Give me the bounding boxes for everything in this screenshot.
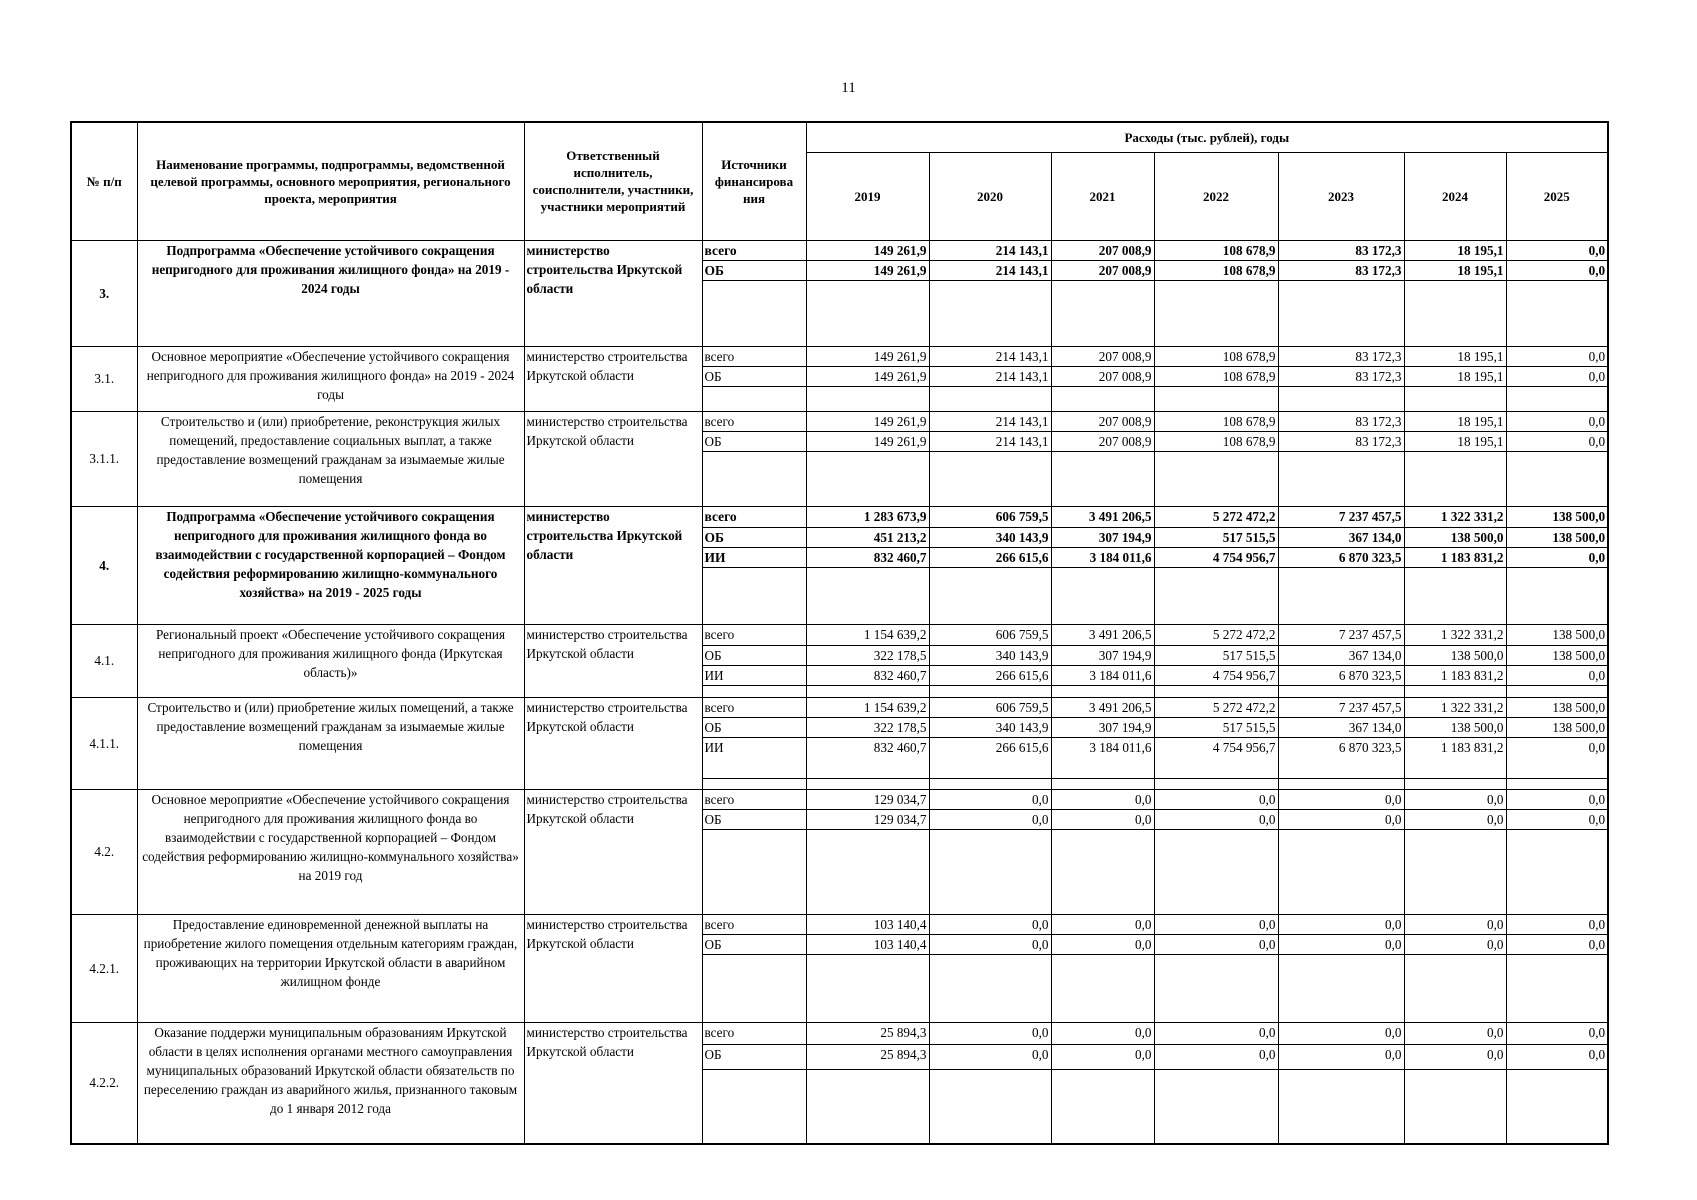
expense-value: 0,0 [1404, 1022, 1506, 1044]
empty-cell [1506, 685, 1608, 697]
expense-value: 214 143,1 [929, 240, 1051, 260]
row-responsible: министерство строительства Иркутской области [524, 240, 702, 346]
header-year: 2022 [1154, 152, 1278, 240]
expense-value: 207 008,9 [1051, 240, 1154, 260]
expense-value: 214 143,1 [929, 346, 1051, 366]
expense-value: 18 195,1 [1404, 346, 1506, 366]
expense-value: 138 500,0 [1506, 624, 1608, 645]
funding-source: ОБ [702, 1044, 806, 1069]
funding-source: ОБ [702, 934, 806, 954]
expense-value: 0,0 [1051, 914, 1154, 934]
funding-source: ИИ [702, 737, 806, 778]
empty-cell [929, 280, 1051, 346]
funding-source: ОБ [702, 366, 806, 386]
empty-cell [1506, 280, 1608, 346]
expense-value: 0,0 [1154, 914, 1278, 934]
empty-cell [1278, 778, 1404, 789]
empty-cell [1278, 1069, 1404, 1144]
expense-value: 0,0 [1404, 914, 1506, 934]
header-source: Источники финансирова ния [702, 122, 806, 240]
table-row [71, 624, 1608, 645]
funding-source: всего [702, 240, 806, 260]
funding-source: ОБ [702, 527, 806, 547]
row-number: 4.1.1. [71, 697, 137, 789]
expense-value: 4 754 956,7 [1154, 737, 1278, 778]
header-expenses: Расходы (тыс. рублей), годы [806, 122, 1608, 152]
row-responsible: министерство строительства Иркутской области [524, 411, 702, 506]
expense-value: 138 500,0 [1404, 645, 1506, 665]
row-name: Подпрограмма «Обеспечение устойчивого сокращения непригодного для проживания жилищного фонда во взаимодействии с государственной корпорацией – Фондом содействия реформированию жилищно-коммунального хозяйства» на 2019 - 2025 годы [137, 506, 524, 624]
expense-value: 108 678,9 [1154, 260, 1278, 280]
empty-cell [1154, 778, 1278, 789]
empty-cell [702, 954, 806, 1022]
expense-value: 149 261,9 [806, 240, 929, 260]
expense-value: 0,0 [1051, 934, 1154, 954]
row-number: 4.2. [71, 789, 137, 914]
row-responsible: министерство строительства Иркутской области [524, 1022, 702, 1144]
empty-cell [1278, 567, 1404, 624]
empty-cell [1154, 280, 1278, 346]
expense-value: 1 322 331,2 [1404, 624, 1506, 645]
empty-cell [806, 386, 929, 411]
expense-value: 606 759,5 [929, 624, 1051, 645]
empty-cell [1404, 685, 1506, 697]
table-header [71, 122, 1608, 240]
expense-value: 25 894,3 [806, 1022, 929, 1044]
expense-value: 0,0 [929, 914, 1051, 934]
empty-cell [1278, 386, 1404, 411]
row-number: 3. [71, 240, 137, 346]
empty-cell [1051, 954, 1154, 1022]
expense-value: 138 500,0 [1506, 527, 1608, 547]
empty-cell [1051, 451, 1154, 506]
expense-value: 307 194,9 [1051, 527, 1154, 547]
expense-value: 149 261,9 [806, 366, 929, 386]
expense-value: 214 143,1 [929, 260, 1051, 280]
expense-value: 832 460,7 [806, 665, 929, 685]
expense-value: 1 183 831,2 [1404, 737, 1506, 778]
empty-cell [806, 451, 929, 506]
empty-cell [1404, 829, 1506, 914]
expense-value: 832 460,7 [806, 547, 929, 567]
empty-cell [1404, 954, 1506, 1022]
expense-value: 138 500,0 [1506, 645, 1608, 665]
expense-value: 149 261,9 [806, 346, 929, 366]
expense-value: 0,0 [1278, 1044, 1404, 1069]
expense-value: 266 615,6 [929, 665, 1051, 685]
empty-cell [929, 567, 1051, 624]
expense-value: 0,0 [1506, 366, 1608, 386]
expense-value: 0,0 [929, 1022, 1051, 1044]
table-row [71, 697, 1608, 717]
row-number: 4.2.1. [71, 914, 137, 1022]
row-responsible: министерство строительства Иркутской области [524, 914, 702, 1022]
expense-value: 3 491 206,5 [1051, 624, 1154, 645]
expense-value: 214 143,1 [929, 411, 1051, 431]
empty-cell [1404, 280, 1506, 346]
empty-cell [702, 685, 806, 697]
empty-cell [1051, 280, 1154, 346]
empty-cell [1154, 829, 1278, 914]
funding-source: ОБ [702, 260, 806, 280]
expense-value: 0,0 [1506, 665, 1608, 685]
funding-source: ОБ [702, 809, 806, 829]
expense-value: 6 870 323,5 [1278, 547, 1404, 567]
row-name: Оказание поддержи муниципальным образованиям Иркутской области в целях исполнения органами местного самоуправления муниципальных образований Иркутской области обязательств по переселению граждан из аварийного жилья, признанного таковым до 1 января 2012 года [137, 1022, 524, 1144]
budget-table [70, 121, 1609, 1145]
page-number: 11 [841, 80, 856, 96]
expense-value: 138 500,0 [1506, 717, 1608, 737]
expense-value: 138 500,0 [1404, 717, 1506, 737]
funding-source: ИИ [702, 547, 806, 567]
empty-cell [929, 1069, 1051, 1144]
empty-cell [929, 778, 1051, 789]
expense-value: 1 322 331,2 [1404, 506, 1506, 527]
expense-value: 367 134,0 [1278, 645, 1404, 665]
table-row [71, 914, 1608, 934]
expense-value: 207 008,9 [1051, 431, 1154, 451]
empty-cell [1051, 829, 1154, 914]
expense-value: 517 515,5 [1154, 527, 1278, 547]
row-number: 4.2.2. [71, 1022, 137, 1144]
expense-value: 0,0 [1154, 1022, 1278, 1044]
row-name: Предоставление единовременной денежной выплаты на приобретение жилого помещения отдельным категориям граждан, проживающих на территории Иркутской области в аварийном жилищном фонде [137, 914, 524, 1022]
expense-value: 0,0 [1404, 809, 1506, 829]
empty-cell [1506, 451, 1608, 506]
expense-value: 0,0 [1154, 1044, 1278, 1069]
empty-cell [702, 280, 806, 346]
empty-cell [806, 567, 929, 624]
expense-value: 0,0 [1404, 789, 1506, 809]
funding-source: всего [702, 506, 806, 527]
expense-value: 340 143,9 [929, 717, 1051, 737]
empty-cell [1154, 954, 1278, 1022]
empty-cell [1154, 567, 1278, 624]
expense-value: 18 195,1 [1404, 366, 1506, 386]
expense-value: 0,0 [929, 934, 1051, 954]
header-year: 2020 [929, 152, 1051, 240]
expense-value: 18 195,1 [1404, 431, 1506, 451]
expense-value: 340 143,9 [929, 645, 1051, 665]
row-number: 4.1. [71, 624, 137, 697]
expense-value: 0,0 [1506, 431, 1608, 451]
row-number: 3.1. [71, 346, 137, 411]
expense-value: 307 194,9 [1051, 645, 1154, 665]
expense-value: 214 143,1 [929, 431, 1051, 451]
funding-source: всего [702, 346, 806, 366]
expense-value: 0,0 [929, 789, 1051, 809]
row-name: Строительство и (или) приобретение, реконструкция жилых помещений, предоставление социальных выплат, а также предоставление возмещений гражданам за изымаемые жилые помещения [137, 411, 524, 506]
header-year: 2021 [1051, 152, 1154, 240]
empty-cell [702, 451, 806, 506]
expense-value: 108 678,9 [1154, 346, 1278, 366]
expense-value: 517 515,5 [1154, 717, 1278, 737]
expense-value: 0,0 [1154, 789, 1278, 809]
expense-value: 138 500,0 [1506, 506, 1608, 527]
expense-value: 0,0 [1506, 934, 1608, 954]
expense-value: 4 754 956,7 [1154, 665, 1278, 685]
expense-value: 5 272 472,2 [1154, 624, 1278, 645]
expense-value: 0,0 [929, 809, 1051, 829]
expense-value: 0,0 [1506, 789, 1608, 809]
expense-value: 83 172,3 [1278, 240, 1404, 260]
header-year: 2023 [1278, 152, 1404, 240]
expense-value: 0,0 [1051, 1044, 1154, 1069]
expense-value: 108 678,9 [1154, 240, 1278, 260]
expense-value: 3 184 011,6 [1051, 547, 1154, 567]
empty-cell [929, 685, 1051, 697]
expense-value: 0,0 [1506, 809, 1608, 829]
expense-value: 83 172,3 [1278, 260, 1404, 280]
row-responsible: министерство строительства Иркутской области [524, 506, 702, 624]
expense-value: 103 140,4 [806, 934, 929, 954]
expense-value: 0,0 [1506, 411, 1608, 431]
expense-value: 0,0 [929, 1044, 1051, 1069]
row-responsible: министерство строительства Иркутской области [524, 624, 702, 697]
expense-value: 103 140,4 [806, 914, 929, 934]
header-year: 2024 [1404, 152, 1506, 240]
funding-source: всего [702, 697, 806, 717]
expense-value: 1 283 673,9 [806, 506, 929, 527]
table-row [71, 789, 1608, 809]
row-responsible: министерство строительства Иркутской области [524, 789, 702, 914]
empty-cell [1506, 829, 1608, 914]
expense-value: 0,0 [1506, 1022, 1608, 1044]
funding-source: ОБ [702, 645, 806, 665]
empty-cell [929, 954, 1051, 1022]
header-num: № п/п [71, 122, 137, 240]
empty-cell [929, 829, 1051, 914]
expense-value: 5 272 472,2 [1154, 697, 1278, 717]
empty-cell [1051, 685, 1154, 697]
empty-cell [806, 1069, 929, 1144]
empty-cell [702, 778, 806, 789]
expense-value: 7 237 457,5 [1278, 624, 1404, 645]
expense-value: 25 894,3 [806, 1044, 929, 1069]
expense-value: 5 272 472,2 [1154, 506, 1278, 527]
expense-value: 108 678,9 [1154, 411, 1278, 431]
expense-value: 367 134,0 [1278, 527, 1404, 547]
expense-value: 1 154 639,2 [806, 697, 929, 717]
empty-cell [1278, 280, 1404, 346]
expense-value: 3 184 011,6 [1051, 665, 1154, 685]
header-responsible: Ответственный исполнитель, соисполнители, участники, участники мероприятий [524, 122, 702, 240]
empty-cell [806, 778, 929, 789]
empty-cell [806, 954, 929, 1022]
empty-cell [1404, 451, 1506, 506]
expense-value: 3 184 011,6 [1051, 737, 1154, 778]
empty-cell [1051, 386, 1154, 411]
expense-value: 207 008,9 [1051, 260, 1154, 280]
table-row [71, 411, 1608, 431]
expense-value: 0,0 [1278, 934, 1404, 954]
expense-value: 138 500,0 [1404, 527, 1506, 547]
funding-source: всего [702, 624, 806, 645]
empty-cell [1051, 1069, 1154, 1144]
expense-value: 18 195,1 [1404, 411, 1506, 431]
expense-value: 517 515,5 [1154, 645, 1278, 665]
empty-cell [1278, 451, 1404, 506]
expense-value: 83 172,3 [1278, 366, 1404, 386]
empty-cell [702, 386, 806, 411]
empty-cell [1506, 567, 1608, 624]
expense-value: 0,0 [1278, 1022, 1404, 1044]
expense-value: 0,0 [1278, 809, 1404, 829]
empty-cell [702, 567, 806, 624]
expense-value: 18 195,1 [1404, 240, 1506, 260]
expense-value: 149 261,9 [806, 260, 929, 280]
expense-value: 18 195,1 [1404, 260, 1506, 280]
expense-value: 3 491 206,5 [1051, 697, 1154, 717]
table-row [71, 240, 1608, 260]
table-row [71, 506, 1608, 527]
empty-cell [1154, 451, 1278, 506]
funding-source: ОБ [702, 717, 806, 737]
row-responsible: министерство строительства Иркутской области [524, 697, 702, 789]
row-responsible: министерство строительства Иркутской области [524, 346, 702, 411]
expense-value: 83 172,3 [1278, 411, 1404, 431]
expense-value: 606 759,5 [929, 697, 1051, 717]
expense-value: 6 870 323,5 [1278, 737, 1404, 778]
expense-value: 322 178,5 [806, 645, 929, 665]
expense-value: 0,0 [1154, 809, 1278, 829]
empty-cell [1154, 1069, 1278, 1144]
expense-value: 1 154 639,2 [806, 624, 929, 645]
expense-value: 0,0 [1154, 934, 1278, 954]
expense-value: 451 213,2 [806, 527, 929, 547]
expense-value: 1 183 831,2 [1404, 547, 1506, 567]
expense-value: 83 172,3 [1278, 431, 1404, 451]
empty-cell [929, 386, 1051, 411]
expense-value: 0,0 [1506, 737, 1608, 778]
empty-cell [1506, 954, 1608, 1022]
expense-value: 138 500,0 [1506, 697, 1608, 717]
expense-value: 0,0 [1506, 914, 1608, 934]
empty-cell [1506, 386, 1608, 411]
empty-cell [1051, 778, 1154, 789]
empty-cell [1506, 1069, 1608, 1144]
empty-cell [1278, 685, 1404, 697]
funding-source: всего [702, 914, 806, 934]
expense-value: 7 237 457,5 [1278, 697, 1404, 717]
empty-cell [1154, 685, 1278, 697]
header-year: 2019 [806, 152, 929, 240]
expense-value: 129 034,7 [806, 809, 929, 829]
expense-value: 0,0 [1506, 260, 1608, 280]
header-year: 2025 [1506, 152, 1608, 240]
expense-value: 832 460,7 [806, 737, 929, 778]
row-number: 3.1.1. [71, 411, 137, 506]
expense-value: 0,0 [1051, 1022, 1154, 1044]
empty-cell [1404, 567, 1506, 624]
table-row [71, 1022, 1608, 1044]
empty-cell [1404, 386, 1506, 411]
expense-value: 214 143,1 [929, 366, 1051, 386]
header-name: Наименование программы, подпрограммы, ведомственной целевой программы, основного мероприятия, регионального проекта, мероприятия [137, 122, 524, 240]
expense-value: 0,0 [1506, 346, 1608, 366]
expense-value: 207 008,9 [1051, 366, 1154, 386]
empty-cell [1051, 567, 1154, 624]
empty-cell [1506, 778, 1608, 789]
empty-cell [1404, 1069, 1506, 1144]
expense-value: 3 491 206,5 [1051, 506, 1154, 527]
expense-value: 606 759,5 [929, 506, 1051, 527]
table-row [71, 346, 1608, 366]
row-name: Основное мероприятие «Обеспечение устойчивого сокращения непригодного для проживания жилищного фонда» на 2019 - 2024 годы [137, 346, 524, 411]
expense-value: 207 008,9 [1051, 346, 1154, 366]
expense-value: 129 034,7 [806, 789, 929, 809]
expense-value: 6 870 323,5 [1278, 665, 1404, 685]
empty-cell [806, 829, 929, 914]
expense-value: 266 615,6 [929, 547, 1051, 567]
expense-value: 1 322 331,2 [1404, 697, 1506, 717]
expense-value: 108 678,9 [1154, 431, 1278, 451]
funding-source: ОБ [702, 431, 806, 451]
expense-value: 0,0 [1404, 1044, 1506, 1069]
expense-value: 0,0 [1051, 809, 1154, 829]
expense-value: 0,0 [1506, 1044, 1608, 1069]
empty-cell [929, 451, 1051, 506]
expense-value: 367 134,0 [1278, 717, 1404, 737]
funding-source: ИИ [702, 665, 806, 685]
row-name: Строительство и (или) приобретение жилых помещений, а также предоставление возмещений гражданам за изымаемые жилые помещения [137, 697, 524, 789]
expense-value: 0,0 [1404, 934, 1506, 954]
expense-value: 322 178,5 [806, 717, 929, 737]
expense-value: 149 261,9 [806, 431, 929, 451]
row-number: 4. [71, 506, 137, 624]
expense-value: 0,0 [1051, 789, 1154, 809]
empty-cell [1278, 954, 1404, 1022]
expense-value: 340 143,9 [929, 527, 1051, 547]
expense-value: 1 183 831,2 [1404, 665, 1506, 685]
expense-value: 0,0 [1278, 914, 1404, 934]
expense-value: 4 754 956,7 [1154, 547, 1278, 567]
expense-value: 7 237 457,5 [1278, 506, 1404, 527]
row-name: Подпрограмма «Обеспечение устойчивого сокращения непригодного для проживания жилищного фонда» на 2019 - 2024 годы [137, 240, 524, 346]
expense-value: 0,0 [1278, 789, 1404, 809]
empty-cell [806, 685, 929, 697]
empty-cell [702, 829, 806, 914]
funding-source: всего [702, 1022, 806, 1044]
expense-value: 0,0 [1506, 547, 1608, 567]
empty-cell [1278, 829, 1404, 914]
table-body [71, 240, 1608, 1144]
expense-value: 207 008,9 [1051, 411, 1154, 431]
row-name: Региональный проект «Обеспечение устойчивого сокращения непригодного для проживания жилищного фонда (Иркутская область)» [137, 624, 524, 697]
empty-cell [1404, 778, 1506, 789]
expense-value: 0,0 [1506, 240, 1608, 260]
expense-value: 307 194,9 [1051, 717, 1154, 737]
expense-value: 149 261,9 [806, 411, 929, 431]
expense-value: 108 678,9 [1154, 366, 1278, 386]
expense-value: 83 172,3 [1278, 346, 1404, 366]
row-name: Основное мероприятие «Обеспечение устойчивого сокращения непригодного для проживания жилищного фонда во взаимодействии с государственной корпорацией – Фондом содействия реформированию жилищно-коммунального хозяйства» на 2019 год [137, 789, 524, 914]
empty-cell [702, 1069, 806, 1144]
funding-source: всего [702, 789, 806, 809]
empty-cell [1154, 386, 1278, 411]
empty-cell [806, 280, 929, 346]
funding-source: всего [702, 411, 806, 431]
expense-value: 266 615,6 [929, 737, 1051, 778]
